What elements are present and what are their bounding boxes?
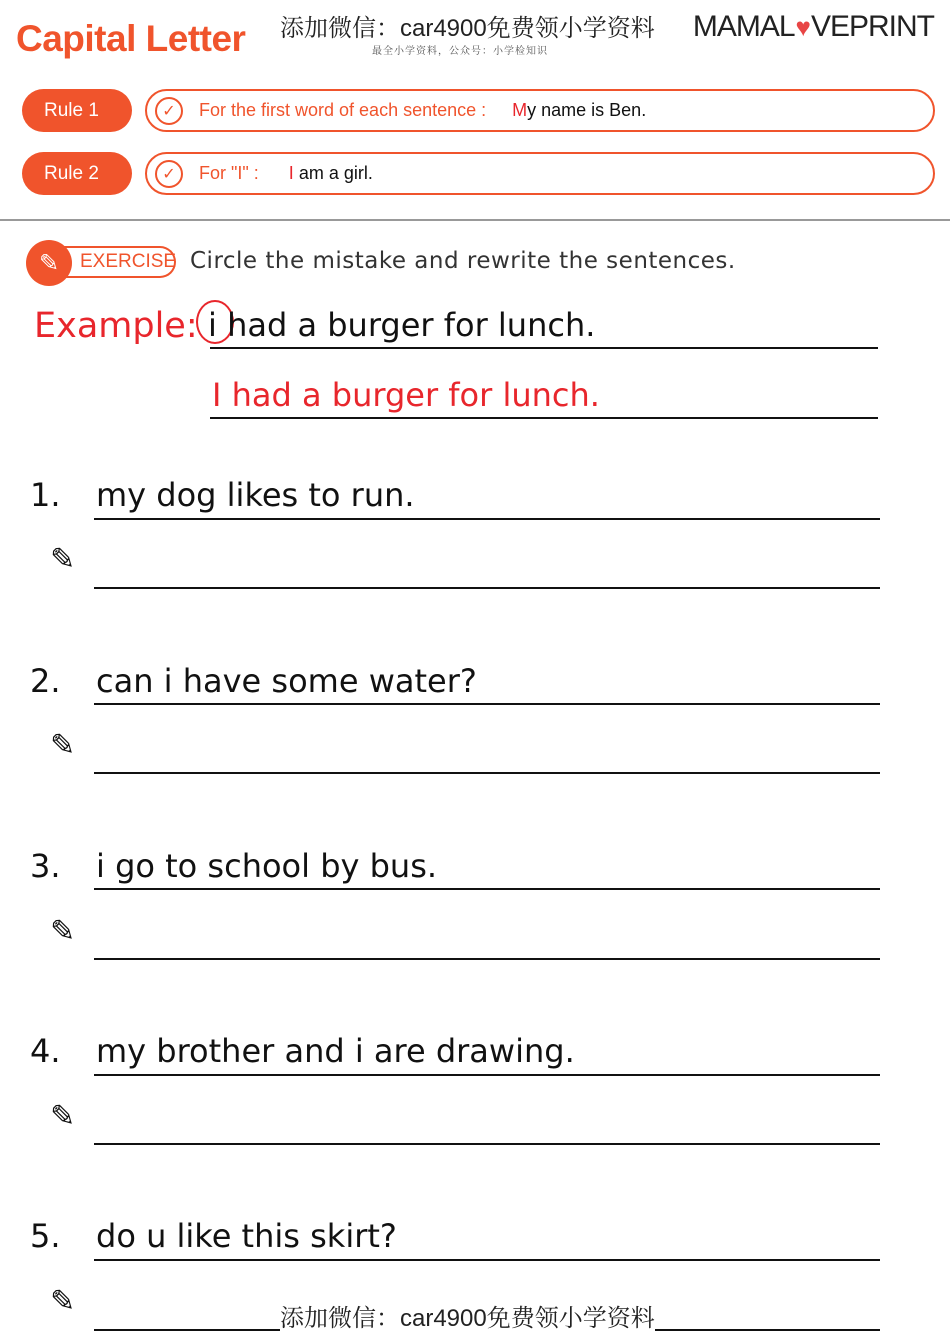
item-line xyxy=(94,888,880,890)
item-sentence: do u like this skirt? xyxy=(96,1217,397,1255)
exercise-instruction: Circle the mistake and rewrite the sentences. xyxy=(190,248,736,274)
item-line xyxy=(94,703,880,705)
pencil-icon: ✎ xyxy=(50,728,76,763)
check-icon: ✓ xyxy=(155,160,183,188)
item-line xyxy=(94,1074,880,1076)
rule-1-example: My name is Ben. xyxy=(512,100,647,120)
answer-line[interactable] xyxy=(94,1143,880,1145)
answer-line[interactable] xyxy=(94,772,880,774)
rule-2-box xyxy=(145,152,935,195)
example-wrong-sentence: i had a burger for lunch. xyxy=(208,306,596,344)
item-number: 3. xyxy=(30,847,61,885)
rule-2-example: I am a girl. xyxy=(288,163,373,183)
item-sentence: my dog likes to run. xyxy=(96,476,415,514)
example-correct-sentence: I had a burger for lunch. xyxy=(212,376,600,414)
item-sentence: my brother and i are drawing. xyxy=(96,1032,575,1070)
rule-1-badge: Rule 1 xyxy=(22,89,132,132)
brand-right: VEPRINT xyxy=(810,10,934,43)
brand-left: MAMAL xyxy=(692,10,795,43)
page-title: Capital Letter xyxy=(16,18,246,59)
rule-2-text: For "I" : xyxy=(199,163,259,183)
item-number: 4. xyxy=(30,1032,61,1070)
item-number: 5. xyxy=(30,1217,61,1255)
item-number: 1. xyxy=(30,476,61,514)
pencil-icon: ✎ xyxy=(50,1284,76,1319)
watermark-top: 添加微信：car4900免费领小学资料 xyxy=(280,15,655,42)
divider xyxy=(0,219,950,221)
example-line xyxy=(210,347,878,349)
check-icon: ✓ xyxy=(155,97,183,125)
watermark-bottom: 添加微信：car4900免费领小学资料 xyxy=(280,1298,655,1333)
answer-line[interactable] xyxy=(94,958,880,960)
example-answer-line xyxy=(210,417,878,419)
item-sentence: i go to school by bus. xyxy=(96,847,438,885)
rule-1-text: For the first word of each sentence : xyxy=(199,100,487,120)
item-sentence: can i have some water? xyxy=(96,662,477,700)
item-number: 2. xyxy=(30,662,61,700)
pencil-icon: ✎ xyxy=(50,542,76,577)
pencil-icon: ✎ xyxy=(26,240,72,286)
example-label: Example: xyxy=(34,306,198,346)
pencil-icon: ✎ xyxy=(50,914,76,949)
rule-2-badge: Rule 2 xyxy=(22,152,132,195)
heart-icon: ♥ xyxy=(795,11,810,42)
pencil-icon: ✎ xyxy=(50,1099,76,1134)
answer-line[interactable] xyxy=(94,587,880,589)
item-line xyxy=(94,518,880,520)
rule-1-box xyxy=(145,89,935,132)
exercise-badge: EXERCISE xyxy=(62,246,176,278)
item-line xyxy=(94,1259,880,1261)
watermark-top-sub: 最全小学资料，公众号：小学检知识 xyxy=(372,46,548,57)
brand-logo xyxy=(693,10,934,44)
